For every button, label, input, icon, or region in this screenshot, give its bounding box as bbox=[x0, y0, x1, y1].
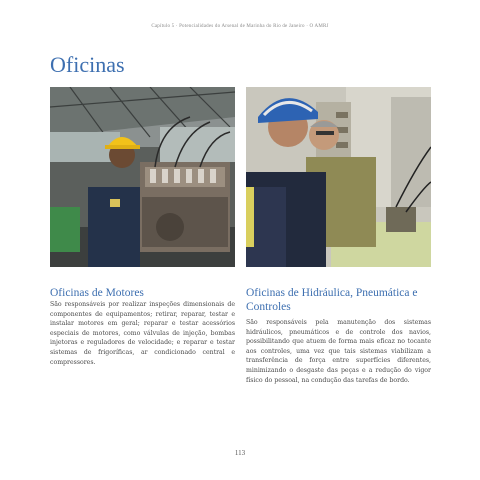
running-head: Capítulo 5 · Potencialidades do Arsenal de Marinha do Rio de Janeiro · O AMRJ bbox=[151, 24, 329, 29]
section-text-hidraulica: São responsáveis pela manutenção dos sistemas hidráulicos, pneumáticos e de controle dos navios, possibilitando que atuem de forma mais eficaz no tocante aos controles, uma vez que tais sistemas viabilizam a transferência de força entre superfícies diferentes, minimizando o desgaste das peças e a redução do vigor físico do pessoal, na condução das tarefas de bordo. bbox=[246, 319, 431, 384]
page-number: 113 bbox=[234, 449, 246, 457]
hydraulics-workshop-photo bbox=[246, 87, 431, 267]
engine-workshop-photo bbox=[50, 87, 235, 267]
section-title-motores: Oficinas de Motores bbox=[50, 287, 144, 299]
section-text-motores: São responsáveis por realizar inspeções dimensionais de componentes de equipamentos; retirar, reparar, testar e instalar motores em geral; reparar e testar acessórios especiais de motores, como válvulas de injeção, bombas injetoras e reguladores de velocidade; e reparar e testar sistemas de frigoríficas, ar condicionado central e compressores. bbox=[50, 301, 235, 366]
section-title-hidraulica: Oficinas de Hidráulica, Pneumática e Controles bbox=[246, 287, 418, 313]
page-title: Oficinas bbox=[50, 52, 125, 77]
